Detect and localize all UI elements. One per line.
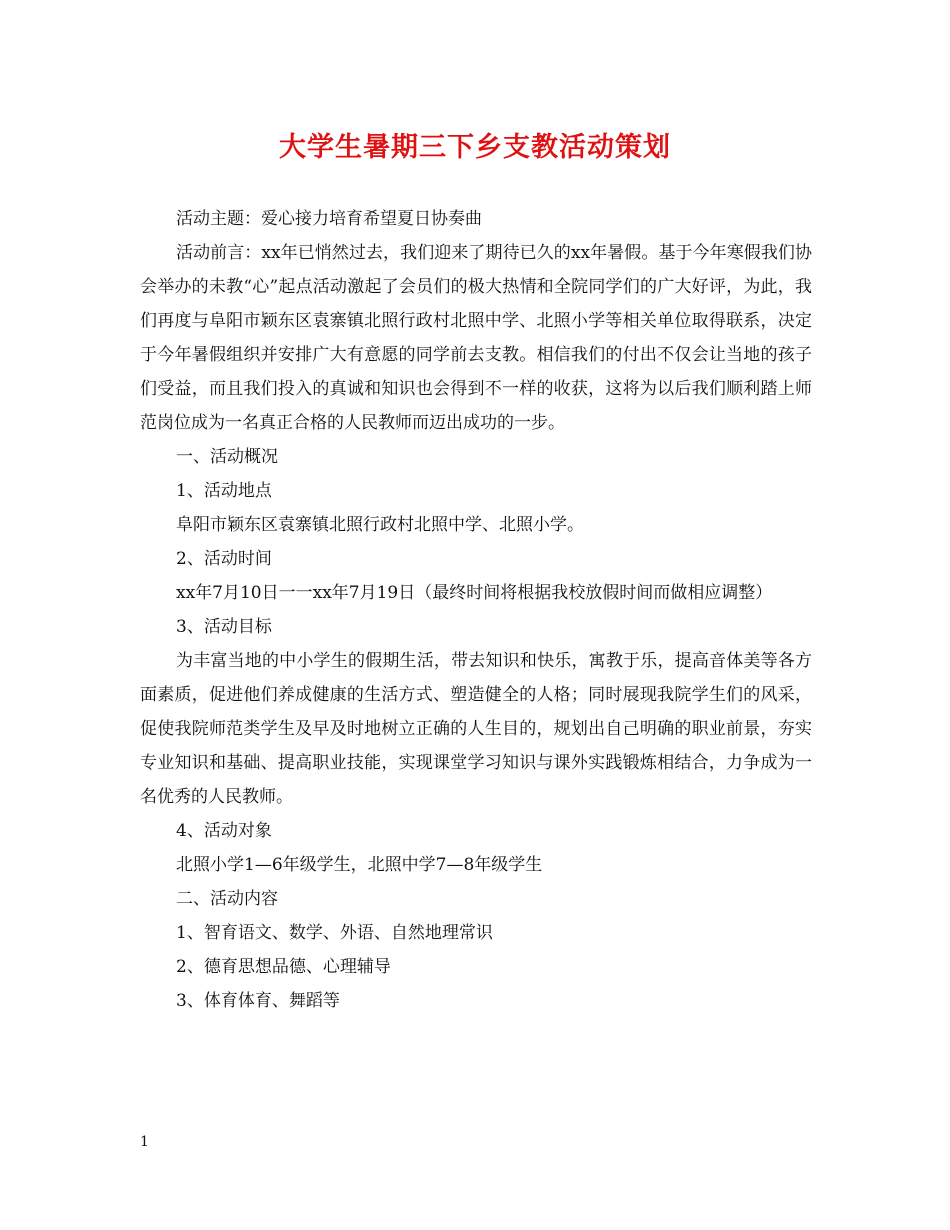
document-body [140, 202, 812, 1018]
section-heading-content: 二、活动内容 [176, 889, 278, 909]
subheading-location: 1、活动地点 [176, 481, 272, 501]
content-item-moral: 2、德育思想品德、心理辅导 [176, 957, 391, 977]
subheading-goals: 3、活动目标 [176, 617, 272, 637]
paragraph-location: 阜阳市颖东区袁寨镇北照行政村北照中学、北照小学。 [176, 515, 584, 535]
content-item-physical: 3、体育体育、舞蹈等 [176, 991, 340, 1011]
paragraph-target: 北照小学1—6年级学生，北照中学7—8年级学生 [176, 855, 543, 875]
paragraph-theme: 活动主题：爱心接力培育希望夏日协奏曲 [176, 209, 482, 229]
subheading-target: 4、活动对象 [176, 821, 272, 841]
content-item-intellectual: 1、智育语文、数学、外语、自然地理常识 [176, 923, 493, 943]
paragraph-preface: 活动前言：xx年已悄然过去，我们迎来了期待已久的xx年暑假。基于今年寒假我们协会举办的未教“心”起点活动激起了会员们的极大热情和全院同学们的广大好评，为此，我们再度与阜阳市颖东区袁寨镇北照行政村北照中学、北照小学等相关单位取得联系，决定于今年暑假组织并安排广大有意愿的同学前去支教。相信我们的付出不仅会让当地的孩子们受益，而且我们投入的真诚和知识也会得到不一样的收获，这将为以后我们顺利踏上师范岗位成为一名真正合格的人民教师而迈出成功的一步。 [140, 243, 812, 433]
paragraph-goals: 为丰富当地的中小学生的假期生活，带去知识和快乐，寓教于乐，提高音体美等各方面素质，促进他们养成健康的生活方式、塑造健全的人格；同时展现我院学生们的风采，促使我院师范类学生及早及时地树立正确的人生目的，规划出自己明确的职业前景，夯实专业知识和基础、提高职业技能，实现课堂学习知识与课外实践锻炼相结合，力争成为一名优秀的人民教师。 [140, 651, 812, 807]
page-number: 1 [140, 1134, 149, 1150]
paragraph-time: xx年7月10日一一xx年7月19日（最终时间将根据我校放假时间而做相应调整） [176, 583, 773, 603]
subheading-time: 2、活动时间 [176, 549, 272, 569]
document-title: 大学生暑期三下乡支教活动策划 [279, 132, 671, 163]
section-heading-overview: 一、活动概况 [176, 447, 278, 467]
